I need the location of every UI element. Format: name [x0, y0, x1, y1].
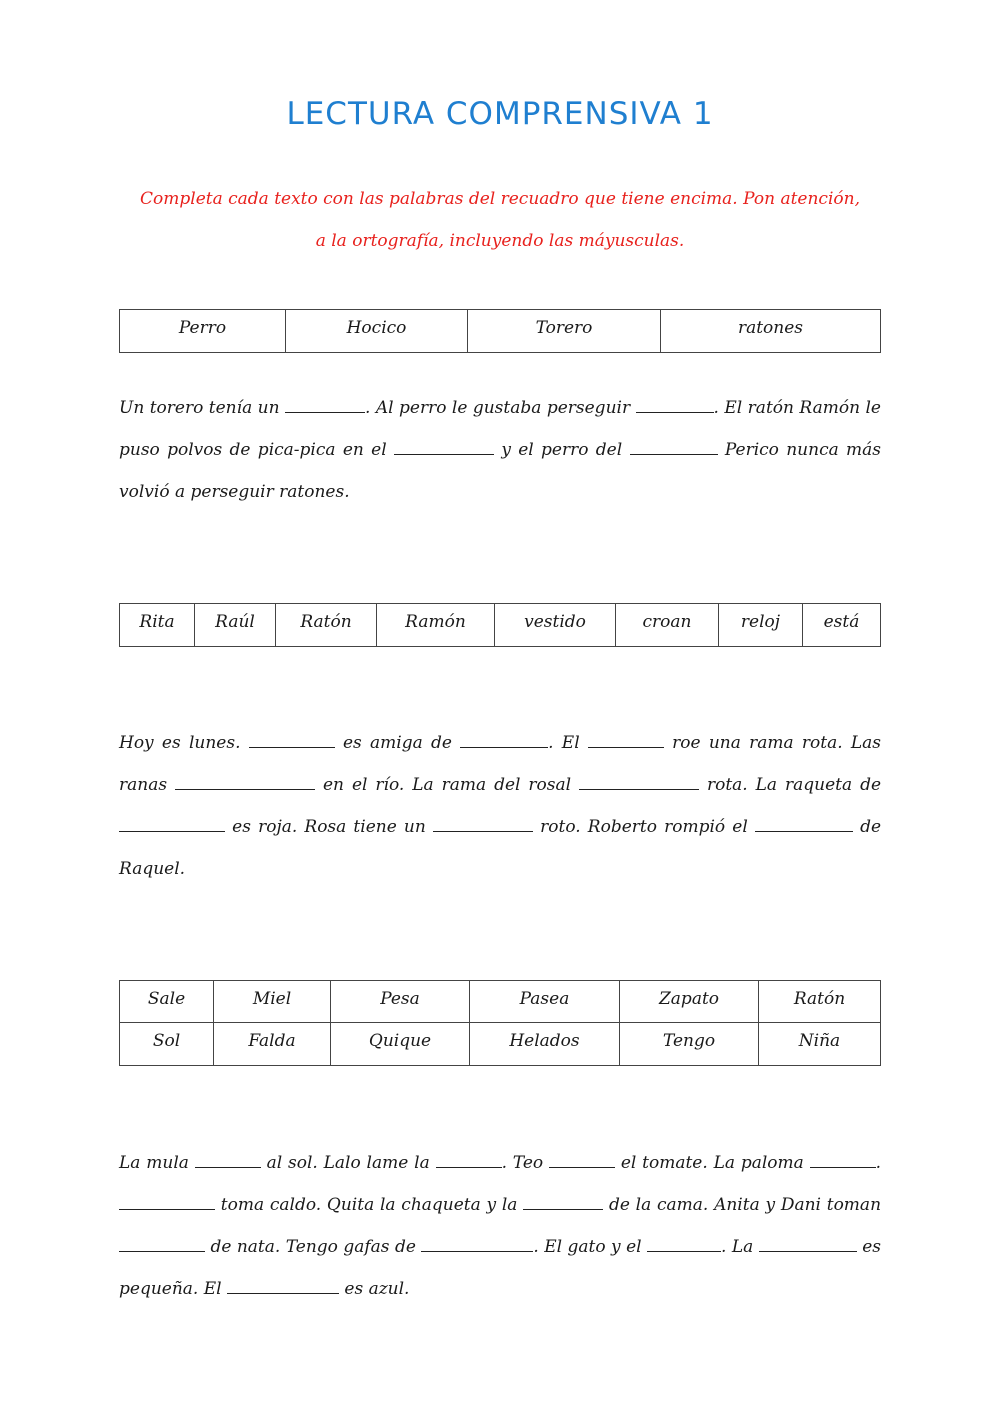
answer-blank[interactable] [421, 1236, 533, 1252]
answer-blank[interactable] [285, 397, 365, 413]
answer-blank[interactable] [175, 774, 315, 790]
passage-text: . Teo [501, 1153, 544, 1173]
word-cell: Rita [120, 604, 195, 647]
answer-blank[interactable] [119, 816, 225, 832]
passage-1 [119, 387, 881, 513]
passage-text: de Raquel. [119, 817, 882, 879]
instructions-line-2: a la ortografía, incluyendo las máyusculas. [315, 231, 685, 251]
passage-3 [119, 1142, 881, 1310]
word-cell: Hocico [286, 310, 468, 353]
passage-text: al sol. Lalo lame la [266, 1153, 430, 1173]
answer-blank[interactable] [119, 1236, 205, 1252]
page-title: LECTURA COMPRENSIVA 1 [286, 96, 714, 132]
answer-blank[interactable] [436, 1152, 502, 1168]
passage-text: La mula [119, 1153, 189, 1173]
word-cell: Ratón [759, 981, 881, 1023]
answer-blank[interactable] [549, 1152, 615, 1168]
word-cell: está [803, 604, 881, 647]
word-box-2 [119, 603, 881, 647]
answer-blank[interactable] [460, 732, 548, 748]
passage-text: rota. La raqueta de [706, 775, 882, 795]
answer-blank[interactable] [195, 1152, 261, 1168]
instructions-line-1: Completa cada texto con las palabras del recuadro que tiene encima. Pon atención, [140, 189, 860, 209]
word-box-1 [119, 309, 881, 353]
answer-blank[interactable] [433, 816, 533, 832]
passage-text: Hoy es lunes. [119, 733, 241, 753]
passage-text: roto. Roberto rompió el [540, 817, 748, 837]
passage-text: . El ratón Ramón le puso polvos de pica-pica en el [119, 398, 881, 460]
word-cell: Torero [468, 310, 661, 353]
passage-text: roe una rama rota. Las ranas [119, 733, 881, 795]
answer-blank[interactable] [755, 816, 853, 832]
word-cell: Tengo [620, 1023, 759, 1066]
passage-text: de la cama. Anita y Dani toman [608, 1195, 882, 1215]
word-cell: Helados [470, 1023, 620, 1066]
word-cell: Ratón [276, 604, 377, 647]
answer-blank[interactable] [119, 1194, 215, 1210]
passage-text: el tomate. La paloma [620, 1153, 804, 1173]
word-cell: Quique [331, 1023, 470, 1066]
instructions [110, 178, 890, 262]
answer-blank[interactable] [588, 732, 664, 748]
word-cell: ratones [661, 310, 881, 353]
passage-text: . La [721, 1237, 754, 1257]
word-cell: vestido [495, 604, 616, 647]
word-cell: Pesa [331, 981, 470, 1023]
word-cell: Miel [214, 981, 331, 1023]
passage-text: en el río. La rama del rosal [322, 775, 572, 795]
answer-blank[interactable] [630, 439, 718, 455]
passage-text: Un torero tenía un [119, 398, 280, 418]
word-cell: Zapato [620, 981, 759, 1023]
passage-text: de nata. Tengo gafas de [210, 1237, 416, 1257]
answer-blank[interactable] [579, 774, 699, 790]
answer-blank[interactable] [647, 1236, 721, 1252]
passage-text: toma caldo. Quita la chaqueta y la [220, 1195, 518, 1215]
passage-text: Perico nunca más volvió a perseguir ratones. [119, 440, 882, 502]
answer-blank[interactable] [810, 1152, 876, 1168]
answer-blank[interactable] [394, 439, 494, 455]
answer-blank[interactable] [249, 732, 335, 748]
word-cell: reloj [719, 604, 803, 647]
passage-text: . Al perro le gustaba perseguir [365, 398, 631, 418]
passage-text: es azul. [344, 1279, 410, 1299]
passage-text: y el perro del [501, 440, 623, 460]
word-cell: Falda [214, 1023, 331, 1066]
word-cell: Perro [120, 310, 286, 353]
answer-blank[interactable] [636, 397, 714, 413]
passage-text: . [875, 1153, 882, 1173]
word-cell: Niña [759, 1023, 881, 1066]
answer-blank[interactable] [227, 1278, 339, 1294]
word-cell: croan [616, 604, 719, 647]
answer-blank[interactable] [523, 1194, 603, 1210]
passage-text: es roja. Rosa tiene un [232, 817, 426, 837]
word-cell: Ramón [377, 604, 495, 647]
passage-text: es pequeña. El [119, 1237, 882, 1299]
answer-blank[interactable] [759, 1236, 857, 1252]
word-box-3 [119, 980, 881, 1066]
word-cell: Sol [120, 1023, 214, 1066]
passage-text: . El [548, 733, 580, 753]
word-cell: Raúl [195, 604, 276, 647]
passage-text: . El gato y el [533, 1237, 642, 1257]
passage-2 [119, 722, 881, 890]
passage-text: es amiga de [342, 733, 452, 753]
word-cell: Pasea [470, 981, 620, 1023]
word-cell: Sale [120, 981, 214, 1023]
